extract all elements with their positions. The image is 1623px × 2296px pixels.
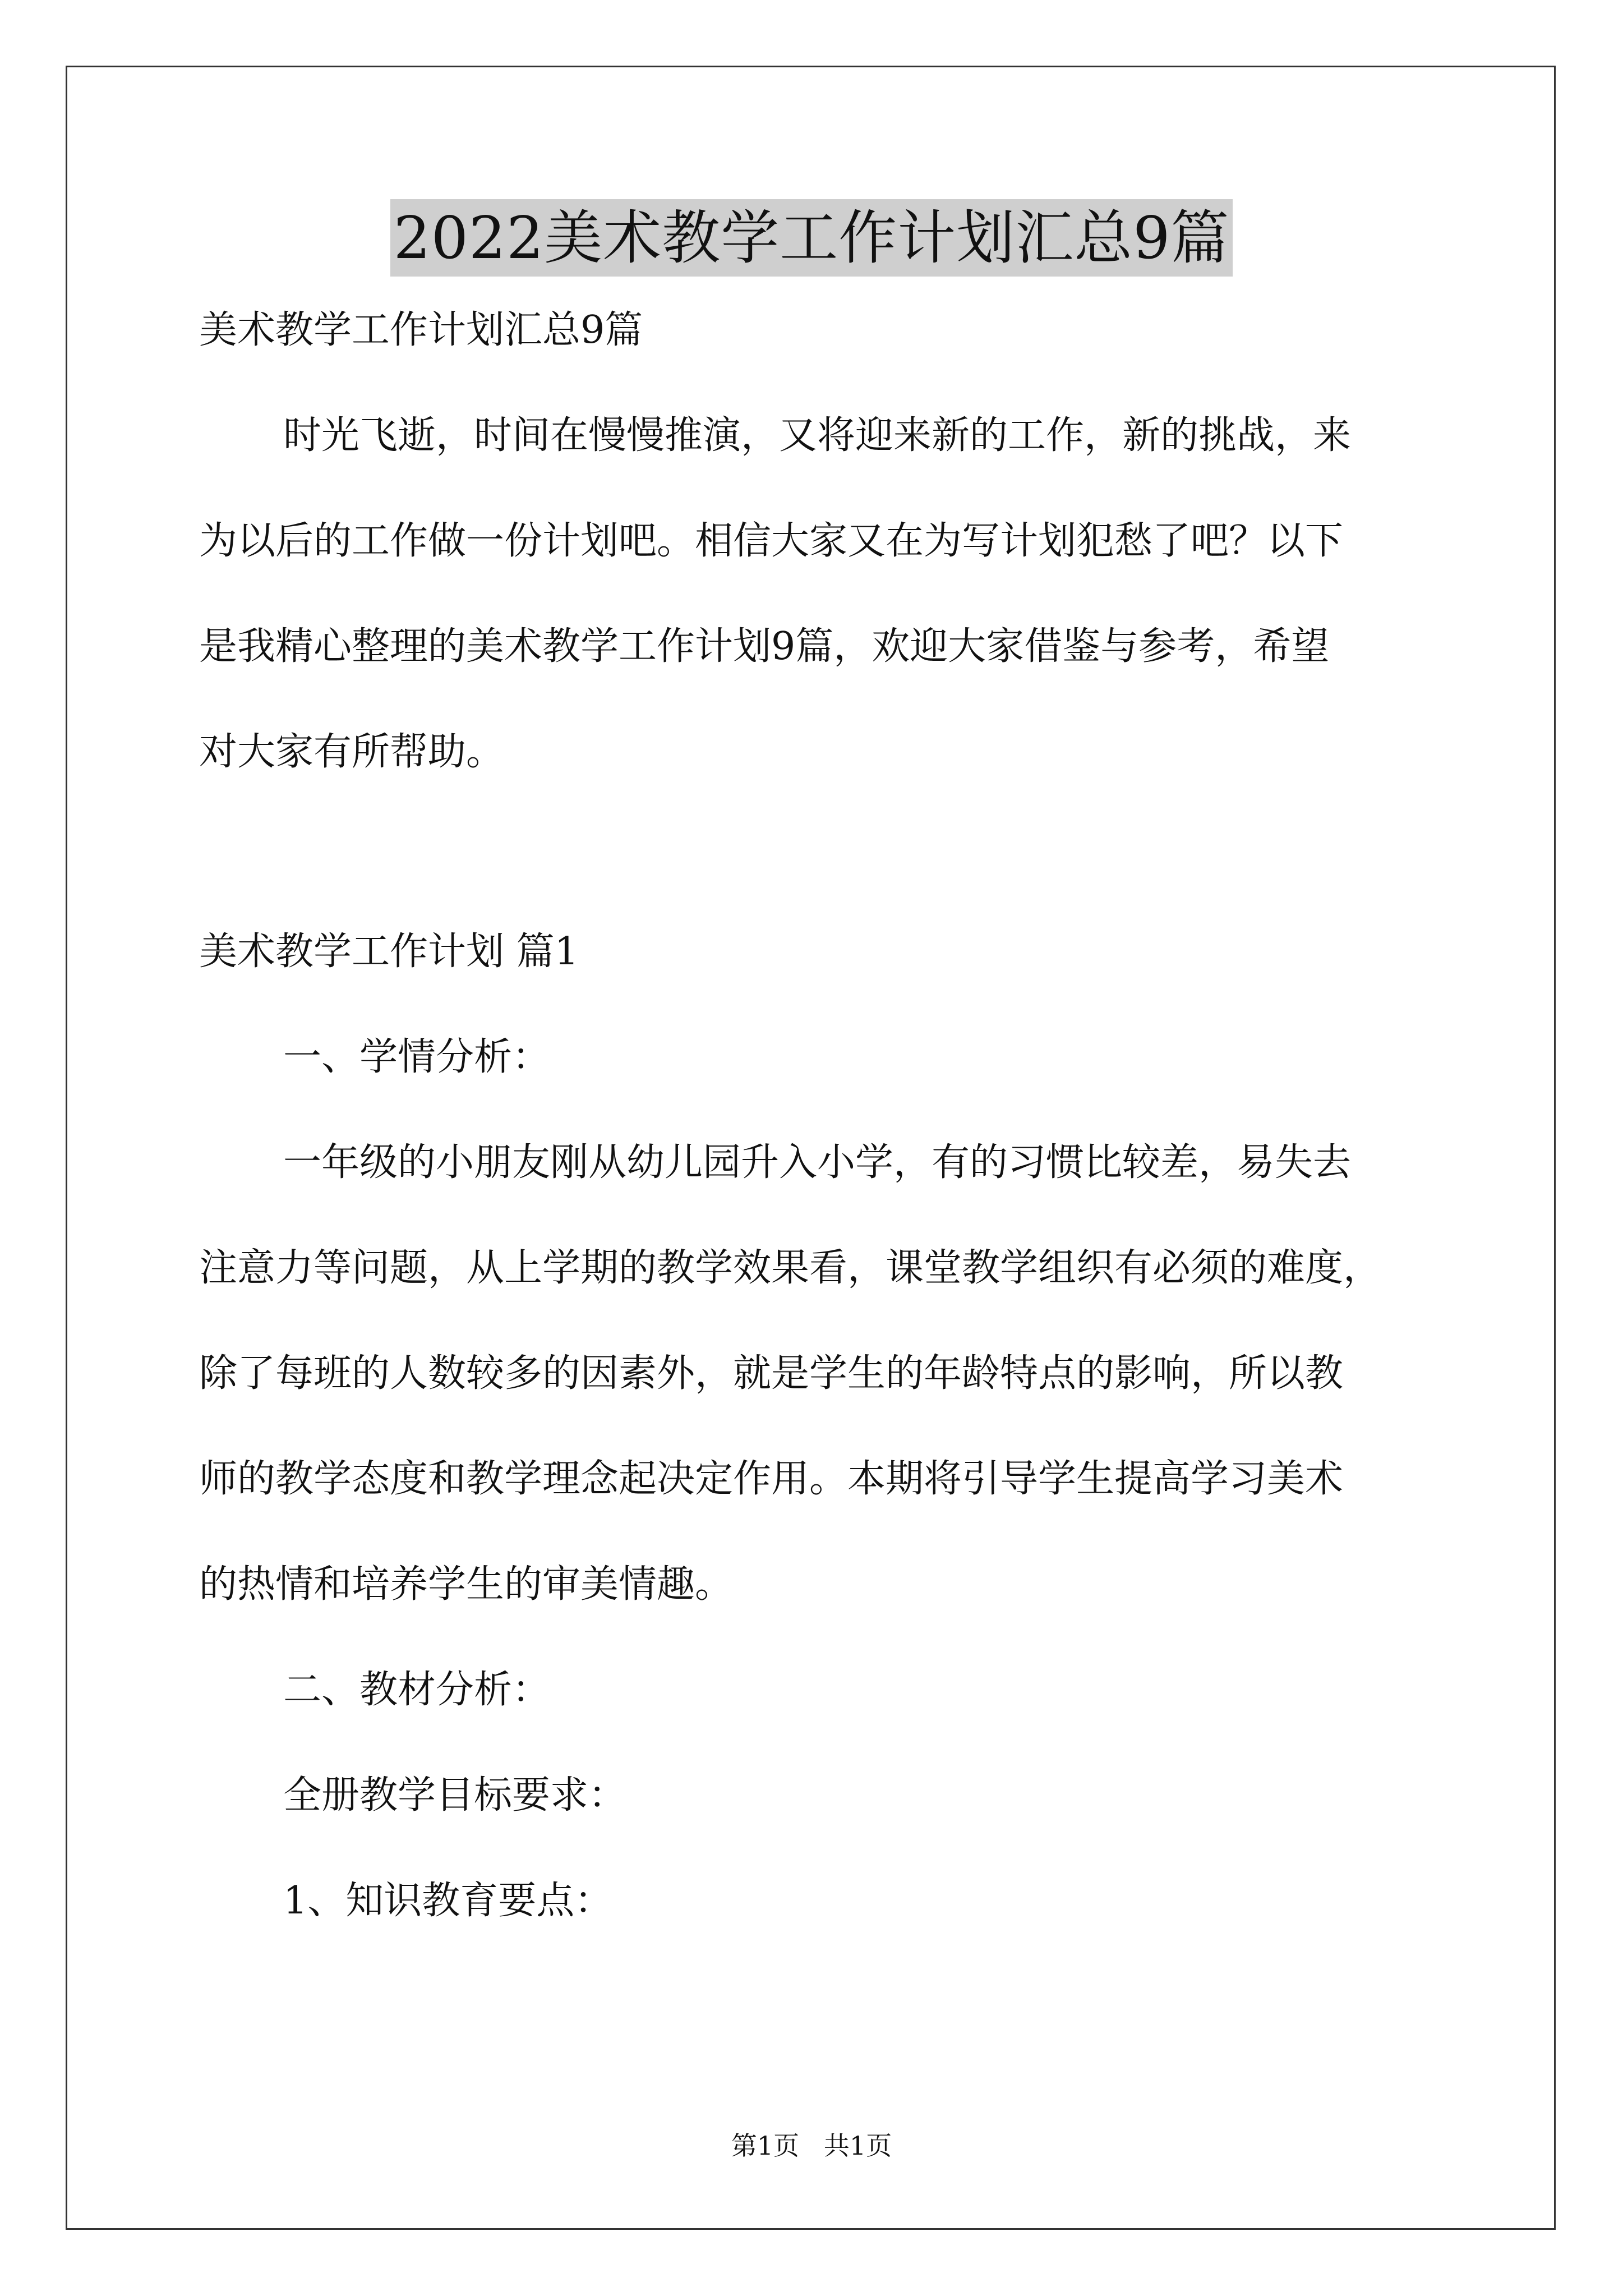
goals-heading: 全册教学目标要求： (283, 1773, 627, 1818)
part1-line: 师的教学态度和教学理念起决定作用。本期将引导学生提高学习美术 (199, 1457, 1344, 1501)
part2-heading: 二、教材分析： (283, 1668, 551, 1712)
part1-line: 注意力等问题，从上学期的教学效果看，课堂教学组织有必须的难度， (199, 1246, 1382, 1290)
intro-line: 时光飞逝，时间在慢慢推演，又将迎来新的工作，新的挑战，来 (283, 413, 1352, 458)
part1-line: 除了每班的人数较多的因素外，就是学生的年龄特点的影响，所以教 (199, 1351, 1344, 1396)
knowledge-heading: 1、知识教育要点： (283, 1879, 613, 1923)
part1-line: 的热情和培养学生的审美情趣。 (199, 1562, 734, 1607)
page-footer: 第1页 共1页 (731, 2131, 892, 2161)
intro-line: 是我精心整理的美术教学工作计划9篇，欢迎大家借鉴与参考，希望 (199, 624, 1330, 669)
document-title: 2022美术教学工作计划汇总9篇 (390, 199, 1233, 277)
part1-heading: 一、学情分析： (283, 1035, 551, 1079)
section-heading: 美术教学工作计划 篇1 (199, 930, 579, 974)
subtitle: 美术教学工作计划汇总9篇 (199, 308, 643, 352)
title-container (0, 199, 1623, 277)
intro-line: 为以后的工作做一份计划吧。相信大家又在为写计划犯愁了吧？以下 (199, 519, 1344, 563)
intro-line: 对大家有所帮助。 (199, 730, 505, 774)
document-body (199, 306, 1483, 1926)
part1-line: 一年级的小朋友刚从幼儿园升入小学，有的习惯比较差，易失去 (283, 1140, 1352, 1185)
